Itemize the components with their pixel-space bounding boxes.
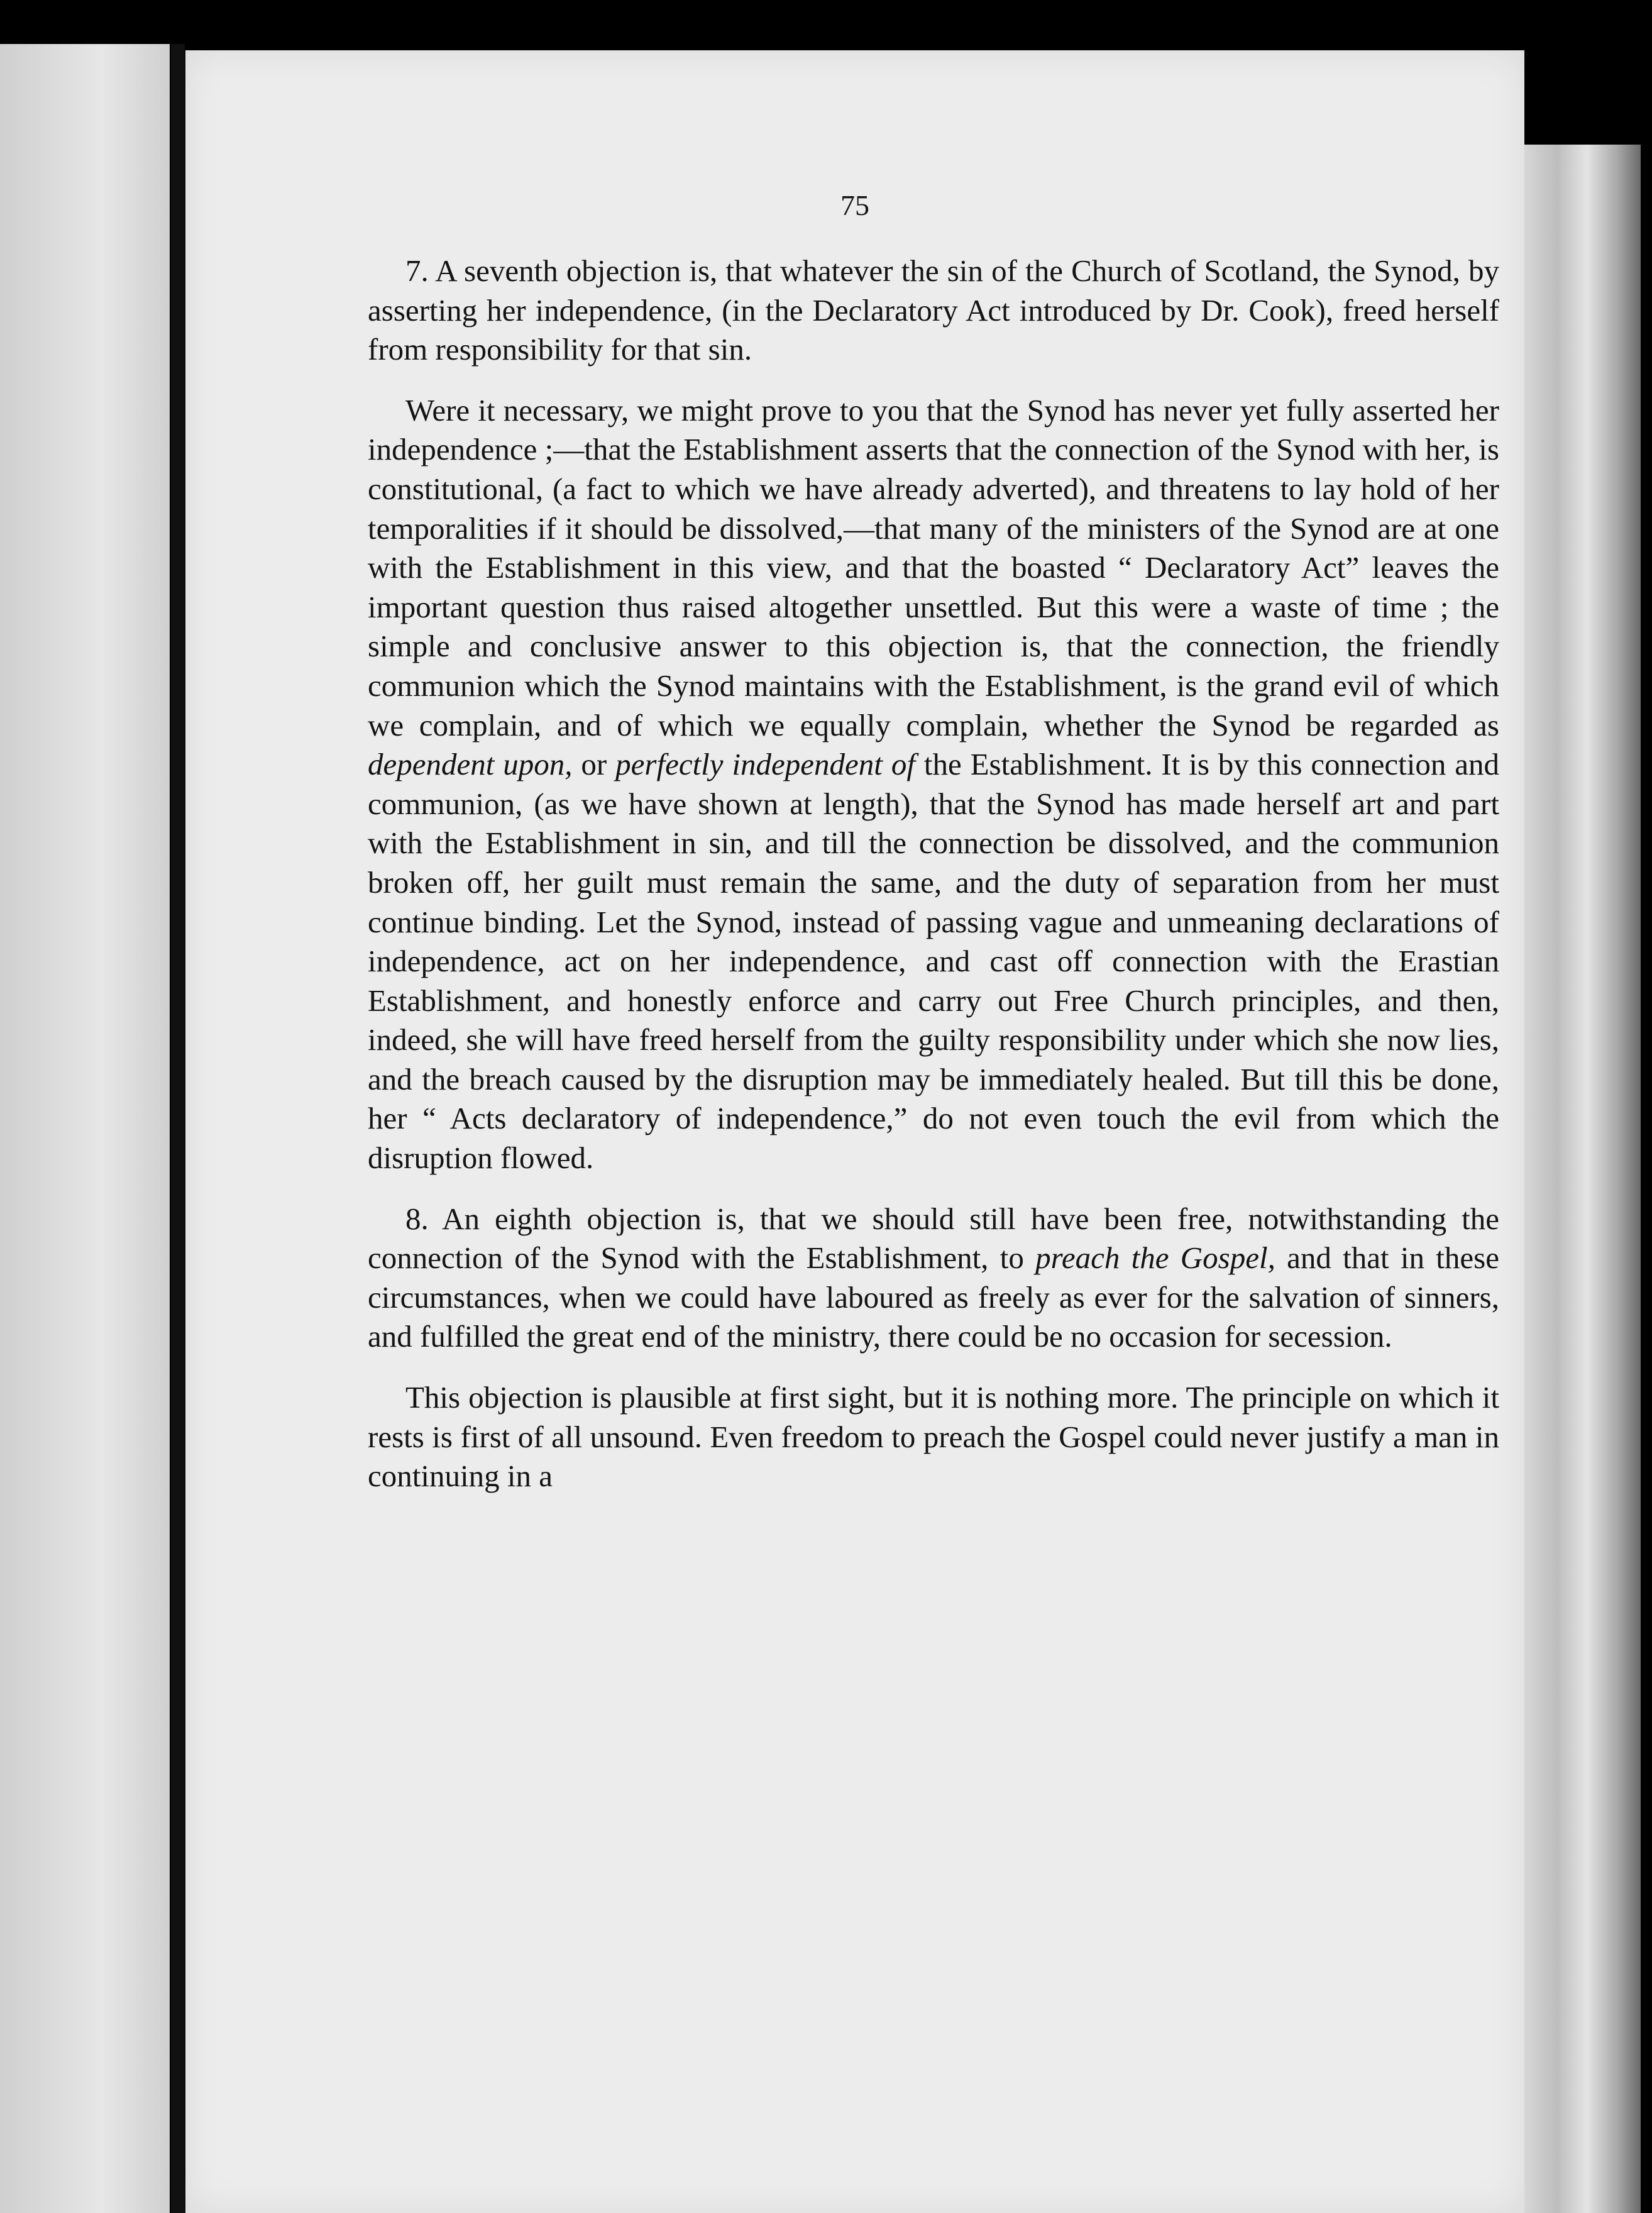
text-segment: 7. A seventh objection is, that whatever the sin of the Church of Scotland, the Synod, by asserting her independence, (in the Declaratory Act introduced by Dr. Cook), freed herself from responsibility for that sin.	[368, 253, 1499, 367]
facing-page-edge	[0, 44, 170, 2213]
paragraph-seventh-objection	[368, 251, 1499, 370]
italic-segment: perfectly independent of	[615, 747, 915, 782]
text-segment: 8. An eighth objection is, that we should still have been free, notwithstanding the connection of the Synod with the Establishment, to	[368, 1201, 1499, 1276]
text-segment: or	[572, 747, 616, 782]
italic-segment: dependent upon,	[368, 747, 573, 782]
italic-segment: preach the Gospel,	[1035, 1240, 1275, 1276]
page-edge-stack	[1521, 145, 1641, 2213]
page-number: 75	[840, 189, 869, 221]
text-segment: and that in these circumstances, when we could have laboured as freely as ever for the salvation of sinners, and fulfilled the great end of the ministry, there could be no occasion for secession.	[368, 1240, 1499, 1354]
book-page	[185, 50, 1524, 2213]
binding-gutter	[171, 44, 185, 2213]
text-segment: Were it necessary, we might prove to you that the Synod has never yet fully asserted her independence ;—that the Establishment asserts that the connection of the Synod with her, is constitutional, (a fact to which we have already adverted), and threatens to lay hold of her temporalities if it should be dissolved,—that many of the ministers of the Synod are at one with the Establishment in this view, and that the boasted “ Declaratory Act” leaves the important question thus raised altogether unsettled. But this were a waste of time ; the simple and conclusive answer to this objection is, that the connection, the friendly communion which the Synod maintains with the Establishment, is the grand evil of which we complain, and of which we equally complain, whether the Synod be regarded as	[368, 392, 1499, 742]
paragraph-answer-eighth	[368, 1378, 1499, 1496]
paragraph-answer-seventh	[368, 391, 1499, 1178]
text-segment: the Establishment. It is by this connection and communion, (as we have shown at length), that the Synod has made herself art and part with the Establishment in sin, and till the connection be dissolved, and the communion broken off, her guilt must remain the same, and the duty of separation from her must continue binding. Let the Synod, instead of passing vague and unmeaning declarations of independence, act on her independence, and cast off connection with the Erastian Establishment, and honestly enforce and carry out Free Church principles, and then, indeed, she will have freed herself from the guilty responsibility under which she now lies, and the breach caused by the disruption may be immediately healed. But till this be done, her “ Acts declaratory of independence,” do not even touch the evil from which the disruption flowed.	[368, 747, 1499, 1176]
text-segment: This objection is plausible at first sight, but it is nothing more. The principle on which it rests is first of all unsound. Even freedom to preach the Gospel could never justify a man in continuing in a	[368, 1380, 1499, 1494]
paragraph-eighth-objection	[368, 1200, 1499, 1357]
body-text	[368, 251, 1499, 1496]
